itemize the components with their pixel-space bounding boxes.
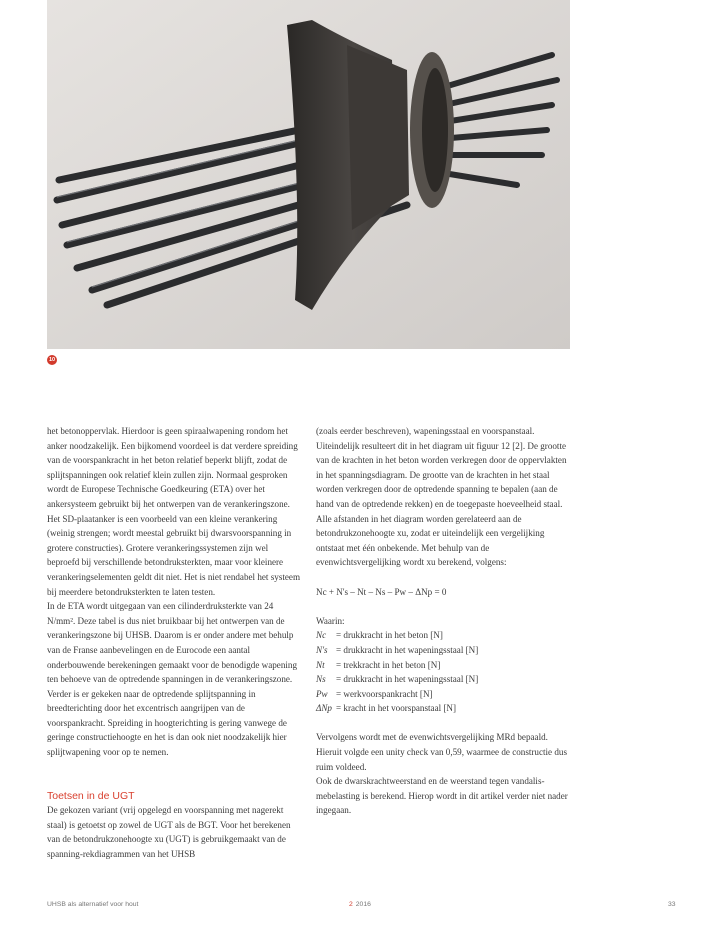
footer-page-number: 33 <box>668 901 676 908</box>
symbol-legend <box>316 628 571 716</box>
right-paragraph-3: Ook de dwarskrachtweerstand en de weerstand tegen vandalismebelasting is berekend. Hierop wordt in dit artikel verder niet nader ingegaan. <box>316 776 568 816</box>
right-paragraph-1: (zoals eerder beschreven), wapeningsstaal en voorspanstaal. Uiteindelijk resulteert dit in het diagram uit figuur 12 [2]. De grootte van de krachten in het beton worden verkregen door de oppervlakten in het spanningsdiagram. De grootte van de krachten in het staal worden verkregen door de optredende spanning te bepalen (aan de hand van de optredende rekken) en de toegepaste hoeveelheid staal. Alle afstanden in het diagram worden gerelateerd aan de betondrukzonehoogte xu, zodat er uiteindelijk een vergelijking ontstaat met één onbekende. Met behulp van de evenwichtsvergelijking wordt xu berekend, volgens: <box>316 426 567 568</box>
legend-symbol: N's <box>316 644 328 655</box>
legend-text: = werkvoorspankracht [N] <box>336 688 433 699</box>
legend-row <box>316 672 571 687</box>
legend-row <box>316 628 571 643</box>
footer-issue-number: 2 <box>349 901 353 908</box>
legend-text: = kracht in het voorspanstaal [N] <box>336 703 457 714</box>
right-paragraph-2: Vervolgens wordt met de evenwichtsvergelijking MRd bepaald. Hieruit volgde een unity check van 0,59, waarmee de constructie dus ruim voldeed. <box>316 732 568 772</box>
footer-article-title: UHSB als alternatief voor hout <box>47 901 139 908</box>
left-paragraph-1: het betonoppervlak. Hierdoor is geen spiraalwapening rondom het anker noodzakelijk. Een bijkomend voordeel is dat verdere spreiding van de voorspankracht in het beton relatief beperkt blijft, zodat de splijtspanningen ook relatief klein zullen zijn. Normaal gesproken wordt de Europese Technische Goedkeuring (ETA) over het ankersysteem gebruikt bij het ontwerpen van de verankeringszone. Het SD-plaatanker is een voorbeeld van een kleine verankering (weinig strengen; wordt meestal gebruikt bij dwarsvoorspanning in grotere constructies). Grotere verankeringssystemen zijn wel beproefd bij verschillende betondruksterkten, maar voor kleinere verankeringselementen geldt dit niet. Het is niet rendabel het systeem bij meerdere betondruksterkten te laten testen. <box>47 426 301 597</box>
legend-symbol: Nc <box>316 630 327 641</box>
legend-text: = drukkracht in het wapeningsstaal [N] <box>336 644 479 655</box>
legend-row <box>316 687 571 702</box>
anchor-illustration <box>47 0 570 349</box>
legend-row <box>316 643 571 658</box>
legend-text: = trekkracht in het beton [N] <box>336 659 441 670</box>
page-footer <box>0 901 709 915</box>
legend-row <box>316 658 571 673</box>
equilibrium-equation: Nc + N's – Nt – Ns – Pw – ΔNp = 0 <box>316 586 447 597</box>
left-paragraph-2: In de ETA wordt uitgegaan van een cilinderdruksterkte van 24 N/mm². Deze tabel is dus niet bruikbaar bij het ontwerpen van de verankeringszone bij UHSB. Daarom is er onder andere met behulp van de Franse aanbevelingen en de Eurocode een aantal onderbouwende berekeningen gemaakt voor de benodigde wapening ten behoeve van de optredende spanningen in de verankeringszone. Verder is er gekeken naar de optredende splijtspanning in breedterichting door het excentrisch aangrijpen van de voorspankracht. Spreiding in hoogterichting is gering vanwege de geringe constructiehoogte en het is dan ook niet noodzakelijk hier splijtwapening voor op te nemen. <box>47 601 297 758</box>
legend-symbol: Nt <box>316 659 325 670</box>
right-column <box>316 424 571 818</box>
legend-symbol: Ns <box>316 674 326 685</box>
legend-text: = drukkracht in het beton [N] <box>336 630 443 641</box>
legend-symbol: Pw <box>316 688 328 699</box>
footer-issue <box>349 901 371 908</box>
legend-text: = drukkracht in het wapeningsstaal [N] <box>336 674 479 685</box>
left-paragraph-3: De gekozen variant (vrij opgelegd en voorspanning met nagerekt staal) is getoetst op zowel de UGT als de BGT. Voor het berekenen van de betondrukzonehoogte xu (UGT) is gebruikgemaakt van de spanning-rekdiagrammen van het UHSB <box>47 805 291 860</box>
waarin-label: Waarin: <box>316 615 345 626</box>
anchor-photo <box>47 0 570 349</box>
section-heading: Toetsen in de UGT <box>47 789 135 802</box>
left-column <box>47 424 302 862</box>
figure-number-badge: 10 <box>48 357 56 363</box>
legend-symbol: ΔNp <box>316 703 332 714</box>
legend-row <box>316 701 571 716</box>
footer-year: 2016 <box>355 901 371 908</box>
